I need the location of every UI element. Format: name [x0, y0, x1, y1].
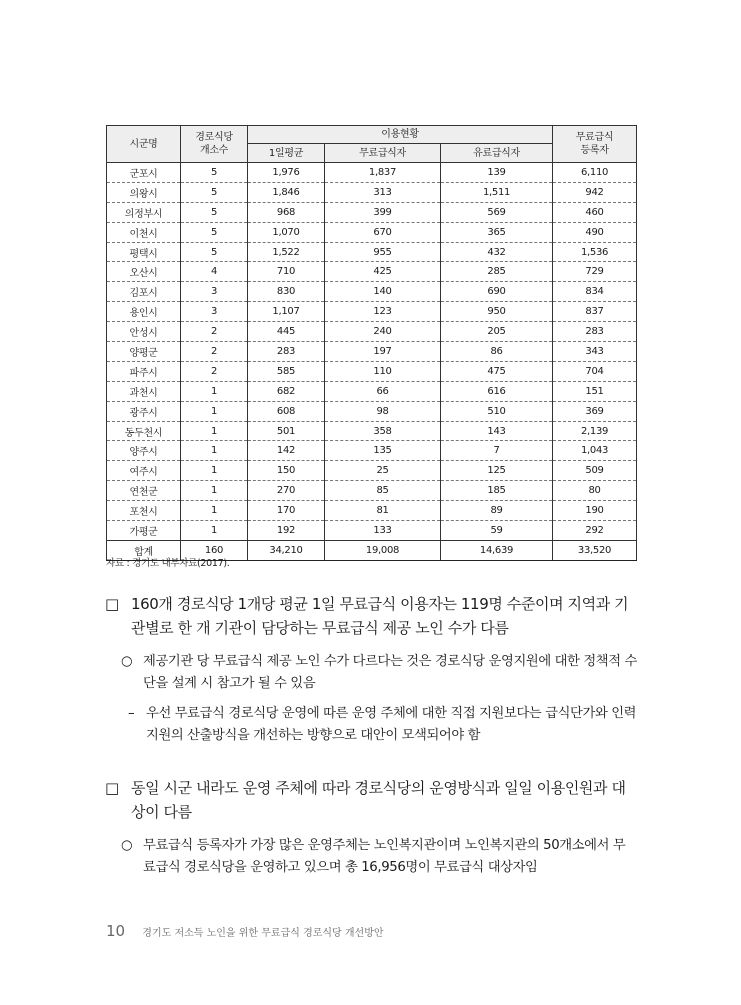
table-cell: 358: [325, 421, 441, 441]
table-cell: 2: [181, 342, 248, 362]
table-cell: 33,520: [553, 540, 637, 560]
table-cell: 1: [181, 521, 248, 541]
table-cell: 1,846: [248, 182, 325, 202]
table-cell: 837: [553, 302, 637, 322]
table-cell: 1: [181, 481, 248, 501]
header-registered: 무료급식 등록자: [553, 126, 637, 163]
table-cell: 283: [248, 342, 325, 362]
table-cell: 197: [325, 342, 441, 362]
header-region: 시군명: [107, 126, 181, 163]
table-cell: 830: [248, 282, 325, 302]
table-cell: 151: [553, 381, 637, 401]
square-bullet-icon: □: [105, 595, 119, 613]
table-cell: 1: [181, 501, 248, 521]
table-cell: 6,110: [553, 163, 637, 183]
table-cell: 1,043: [553, 441, 637, 461]
table-cell: 1,976: [248, 163, 325, 183]
header-restaurant-count: 경로식당 개소수: [181, 126, 248, 163]
table-row: [107, 481, 637, 501]
table-row: [107, 441, 637, 461]
table-cell: 490: [553, 222, 637, 242]
table-cell: 510: [441, 401, 553, 421]
table-cell: 160: [181, 540, 248, 560]
circle-bullet-icon: ○: [121, 838, 133, 853]
table-row: [107, 242, 637, 262]
table-cell: 110: [325, 361, 441, 381]
section1-dash-text: 우선 무료급식 경로식당 운영에 따른 운영 주체에 대한 직접 지원보다는 급식단가와 인력지원의 산출방식을 개선하는 방향으로 대안이 모색되어야 함: [146, 706, 637, 743]
table-cell: 185: [441, 481, 553, 501]
table-cell: 425: [325, 262, 441, 282]
table-cell: 968: [248, 202, 325, 222]
table-cell: 59: [441, 521, 553, 541]
table-row: [107, 302, 637, 322]
table-cell: 125: [441, 461, 553, 481]
table-cell: 2: [181, 322, 248, 342]
table-cell: 475: [441, 361, 553, 381]
table-cell: 608: [248, 401, 325, 421]
table-cell: 283: [553, 322, 637, 342]
table-cell: 3: [181, 282, 248, 302]
table-cell: 양평군: [107, 342, 181, 362]
table-cell: 1,837: [325, 163, 441, 183]
page-number: 10: [106, 922, 126, 940]
table-cell: 가평군: [107, 521, 181, 541]
table-cell: 432: [441, 242, 553, 262]
table-row: [107, 202, 637, 222]
table-cell: 365: [441, 222, 553, 242]
table-cell: 김포시: [107, 282, 181, 302]
table-cell: 5: [181, 202, 248, 222]
table-cell: 682: [248, 381, 325, 401]
table-cell: 285: [441, 262, 553, 282]
table-cell: 1,107: [248, 302, 325, 322]
square-bullet-icon: □: [105, 779, 119, 797]
table-cell: 80: [553, 481, 637, 501]
table-row: [107, 421, 637, 441]
table-cell: 343: [553, 342, 637, 362]
table-cell: 1: [181, 381, 248, 401]
table-row: [107, 381, 637, 401]
table-cell: 양주시: [107, 441, 181, 461]
table-cell: 1,536: [553, 242, 637, 262]
table-cell: 729: [553, 262, 637, 282]
table-cell: 연천군: [107, 481, 181, 501]
table-cell: 133: [325, 521, 441, 541]
table-cell: 86: [441, 342, 553, 362]
meal-table-container: [106, 125, 636, 561]
table-cell: 5: [181, 182, 248, 202]
section1-dash-item: [128, 703, 637, 747]
footer-title: 경기도 저소득 노인을 위한 무료급식 경로식당 개선방안: [142, 928, 384, 939]
dash-bullet-icon: –: [128, 706, 135, 721]
table-cell: 135: [325, 441, 441, 461]
table-row: [107, 342, 637, 362]
table-cell: 안성시: [107, 322, 181, 342]
table-cell: 의정부시: [107, 202, 181, 222]
table-cell: 399: [325, 202, 441, 222]
table-cell: 950: [441, 302, 553, 322]
table-cell: 190: [553, 501, 637, 521]
header-usage: 이용현황: [248, 126, 553, 144]
table-cell: 81: [325, 501, 441, 521]
table-cell: 710: [248, 262, 325, 282]
table-cell: 205: [441, 322, 553, 342]
circle-bullet-icon: ○: [121, 654, 133, 669]
table-cell: 142: [248, 441, 325, 461]
table-row: [107, 361, 637, 381]
table-cell: 445: [248, 322, 325, 342]
table-cell: 3: [181, 302, 248, 322]
section2-paragraph: [105, 776, 637, 824]
table-cell: 4: [181, 262, 248, 282]
table-row: [107, 461, 637, 481]
table-cell: 평택시: [107, 242, 181, 262]
table-cell: 955: [325, 242, 441, 262]
table-cell: 192: [248, 521, 325, 541]
table-cell: 34,210: [248, 540, 325, 560]
table-row: [107, 222, 637, 242]
table-cell: 1,511: [441, 182, 553, 202]
table-cell: 1,070: [248, 222, 325, 242]
table-cell: 이천시: [107, 222, 181, 242]
section2-circle-text: 무료급식 등록자가 가장 많은 운영주체는 노인복지관이며 노인복지관의 50개소에서 무료급식 경로식당을 운영하고 있으며 총 16,956명이 무료급식 대상자임: [143, 838, 626, 875]
section2-text: 동일 시군 내라도 운영 주체에 따라 경로식당의 운영방식과 일일 이용인원과 대상이 다름: [131, 779, 626, 821]
table-cell: 1: [181, 461, 248, 481]
table-cell: 과천시: [107, 381, 181, 401]
table-cell: 369: [553, 401, 637, 421]
table-source-note: 자료 : 경기도 내부자료(2017).: [106, 558, 230, 569]
table-cell: 광주시: [107, 401, 181, 421]
table-cell: 파주시: [107, 361, 181, 381]
table-row: [107, 501, 637, 521]
table-cell: 690: [441, 282, 553, 302]
table-cell: 170: [248, 501, 325, 521]
table-row: [107, 401, 637, 421]
table-row: [107, 163, 637, 183]
table-cell: 670: [325, 222, 441, 242]
section1-circle-text: 제공기관 당 무료급식 제공 노인 수가 다르다는 것은 경로식당 운영지원에 대한 정책적 수단을 설계 시 참고가 될 수 있음: [143, 654, 637, 691]
table-cell: 여주시: [107, 461, 181, 481]
header-paid-meal: 유료급식자: [441, 144, 553, 163]
table-cell: 군포시: [107, 163, 181, 183]
table-row: [107, 262, 637, 282]
header-free-meal: 무료급식자: [325, 144, 441, 163]
table-cell: 19,008: [325, 540, 441, 560]
table-cell: 89: [441, 501, 553, 521]
table-cell: 포천시: [107, 501, 181, 521]
table-row: [107, 282, 637, 302]
meal-statistics-table: [106, 125, 637, 561]
table-cell: 240: [325, 322, 441, 342]
table-cell: 66: [325, 381, 441, 401]
table-cell: 585: [248, 361, 325, 381]
table-row: [107, 182, 637, 202]
section2-circle-item: [121, 835, 637, 879]
table-cell: 139: [441, 163, 553, 183]
table-cell: 140: [325, 282, 441, 302]
table-body: [107, 163, 637, 561]
table-cell: 2,139: [553, 421, 637, 441]
table-cell: 313: [325, 182, 441, 202]
table-cell: 5: [181, 163, 248, 183]
table-cell: 7: [441, 441, 553, 461]
table-cell: 25: [325, 461, 441, 481]
table-cell: 270: [248, 481, 325, 501]
section1-text: 160개 경로식당 1개당 평균 1일 무료급식 이용자는 119명 수준이며 지역과 기관별로 한 개 기관이 담당하는 무료급식 제공 노인 수가 다름: [131, 595, 629, 637]
table-cell: 501: [248, 421, 325, 441]
table-cell: 509: [553, 461, 637, 481]
section1-circle-item: [121, 651, 637, 695]
table-cell: 85: [325, 481, 441, 501]
page-footer: [106, 922, 384, 940]
table-cell: 2: [181, 361, 248, 381]
table-cell: 1: [181, 421, 248, 441]
table-cell: 1,522: [248, 242, 325, 262]
table-cell: 704: [553, 361, 637, 381]
table-cell: 834: [553, 282, 637, 302]
table-cell: 143: [441, 421, 553, 441]
table-cell: 123: [325, 302, 441, 322]
table-cell: 14,639: [441, 540, 553, 560]
table-row: [107, 521, 637, 541]
table-cell: 942: [553, 182, 637, 202]
table-row: [107, 322, 637, 342]
header-daily-average: 1일평균: [248, 144, 325, 163]
table-cell: 460: [553, 202, 637, 222]
table-cell: 1: [181, 441, 248, 461]
table-cell: 98: [325, 401, 441, 421]
table-cell: 합계: [107, 540, 181, 560]
section1-paragraph: [105, 592, 637, 640]
table-cell: 292: [553, 521, 637, 541]
table-cell: 150: [248, 461, 325, 481]
table-cell: 616: [441, 381, 553, 401]
table-cell: 5: [181, 242, 248, 262]
table-cell: 의왕시: [107, 182, 181, 202]
table-cell: 569: [441, 202, 553, 222]
table-cell: 5: [181, 222, 248, 242]
table-cell: 1: [181, 401, 248, 421]
table-cell: 용인시: [107, 302, 181, 322]
table-cell: 오산시: [107, 262, 181, 282]
table-cell: 동두천시: [107, 421, 181, 441]
